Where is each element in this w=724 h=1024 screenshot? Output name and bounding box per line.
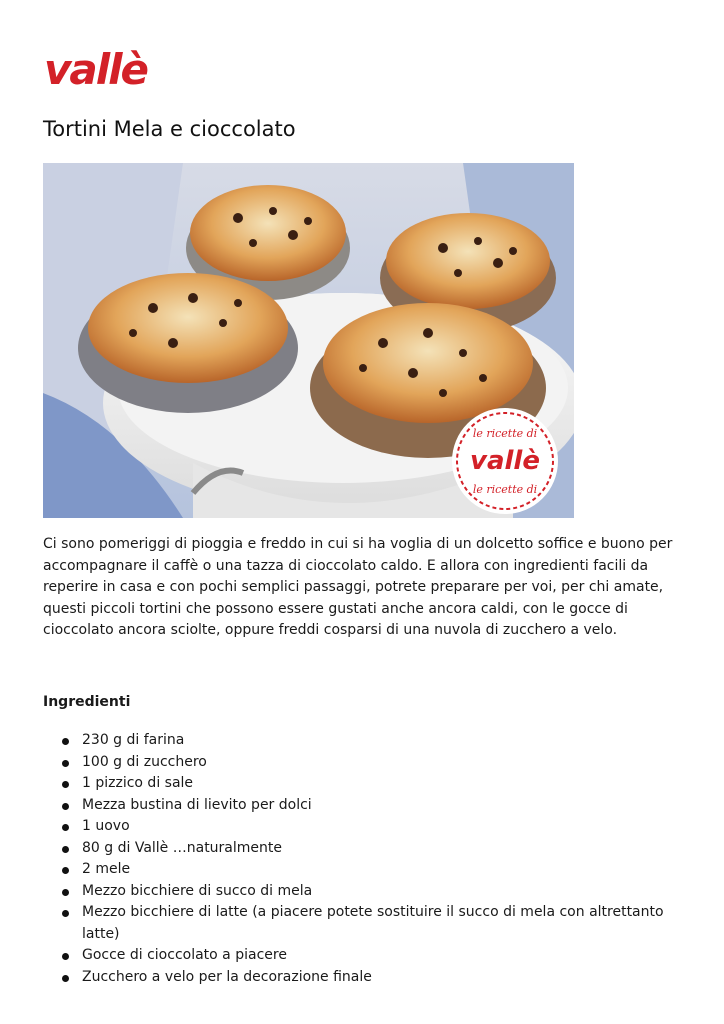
ingredient-item: Mezzo bicchiere di succo di mela <box>43 881 683 903</box>
bullet-icon <box>62 781 69 788</box>
ingredient-item: Gocce di cioccolato a piacere <box>43 945 683 967</box>
logo-wordmark: vallè <box>44 45 147 94</box>
recipe-intro: Ci sono pomeriggi di pioggia e freddo in cui si ha voglia di un dolcetto soffice e buono per accompagnare il caffè o una tazza di cioccolato caldo. E allora con ingredienti facili da reperire in casa e con pochi semplici passaggi, potrete preparare per voi, per chi amate, questi piccoli tortini che possono essere gustati anche ancora caldi, con le gocce di cioccolato ancora sciolte, oppure freddi cosparsi di una nuvola di zucchero a velo. <box>43 536 673 638</box>
ingredient-item: Mezzo bicchiere di latte (a piacere potete sostituire il succo di mela con altrettanto latte) <box>43 902 683 945</box>
bullet-icon <box>62 824 69 831</box>
bullet-icon <box>62 760 69 767</box>
bullet-icon <box>62 910 69 917</box>
ingredient-item: 2 mele <box>43 859 683 881</box>
ingredient-item: 1 uovo <box>43 816 683 838</box>
bullet-icon <box>62 846 69 853</box>
ingredients-list <box>43 730 683 988</box>
ingredient-item: Mezza bustina di lievito per dolci <box>43 795 683 817</box>
bullet-icon <box>62 738 69 745</box>
ingredient-item: Zucchero a velo per la decorazione finale <box>43 967 683 989</box>
recipe-title: Tortini Mela e cioccolato <box>43 117 296 141</box>
bullet-icon <box>62 867 69 874</box>
bullet-icon <box>62 975 69 982</box>
recipe-photo <box>43 163 574 518</box>
bullet-icon <box>62 803 69 810</box>
ingredient-item: 230 g di farina <box>43 730 683 752</box>
bullet-icon <box>62 953 69 960</box>
ingredient-item: 1 pizzico di sale <box>43 773 683 795</box>
valle-logo <box>42 42 182 100</box>
ricette-badge <box>452 408 558 514</box>
bullet-icon <box>62 889 69 896</box>
ingredients-heading: Ingredienti <box>43 694 131 710</box>
ingredient-item: 80 g di Vallè …naturalmente <box>43 838 683 860</box>
badge-logo: vallè <box>470 446 540 476</box>
ingredient-item: 100 g di zucchero <box>43 752 683 774</box>
badge-top-text: le ricette di <box>472 427 538 440</box>
muffin-front-left <box>78 273 298 413</box>
badge-bottom-text: le ricette di <box>472 483 538 496</box>
